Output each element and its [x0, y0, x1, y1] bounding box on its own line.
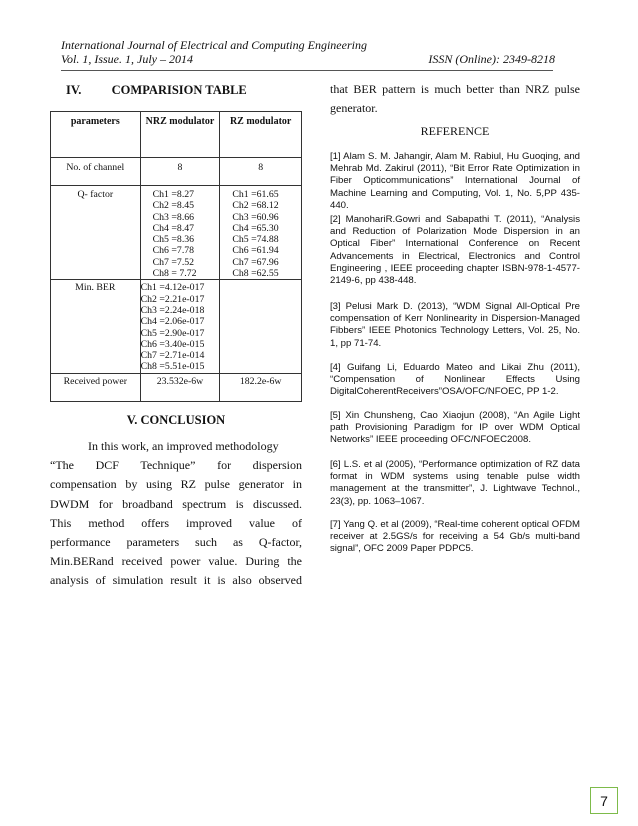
table-header-row — [51, 112, 302, 158]
ber-nrz-value: Ch6 =3.40e-015 — [140, 338, 205, 350]
qfactor-nrz-cell — [140, 186, 220, 280]
reference-item: [6] L.S. et al (2005), “Performance optimization of RZ data format in WDM systems using tenable pulse width management at the transmitter”, J. Lightwave Technol., 23(3), pp. 1063–1067. — [330, 459, 580, 507]
conclusion-line: “The DCF Technique” for dispersion — [50, 458, 302, 473]
reference-item: [1] Alam S. M. Jahangir, Alam M. Rabiul, Hu Guoqing, and Mehrab Md. Zakirul (2011), “Bit Error Rate Optimization in Fiber Opticommunications” International Journal of Machine Learning and Computing, Vol. 1, No. 5,PP 435-440. — [330, 151, 580, 211]
section-v-heading: V. CONCLUSION — [126, 413, 226, 427]
ber-nrz-value: Ch1 =4.12e-017 — [140, 282, 205, 294]
qfactor-rz-value: Ch1 =61.65 — [232, 189, 279, 200]
ber-nrz-cell — [140, 280, 220, 373]
conclusion-continuation — [330, 80, 580, 118]
qfactor-nrz-value: Ch1 =8.27 — [152, 189, 195, 200]
qfactor-nrz-value: Ch3 =8.66 — [152, 211, 195, 223]
page-number: 7 — [590, 787, 618, 814]
qfactor-nrz-value: Ch7 =7.52 — [152, 256, 195, 268]
ber-label: Min. BER — [51, 280, 141, 373]
journal-meta — [61, 52, 555, 66]
table-row-ber — [51, 280, 302, 373]
ber-rz-cell — [220, 280, 302, 373]
power-rz: 182.2e-6w — [220, 373, 302, 401]
channels-rz: 8 — [220, 158, 302, 186]
continuation-line: generator. — [330, 101, 378, 116]
qfactor-rz-value: Ch6 =61.94 — [232, 245, 279, 257]
table-row-power — [51, 373, 302, 401]
qfactor-rz-value: Ch3 =60.96 — [232, 211, 279, 223]
reference-item: [2] ManohariR.Gowri and Sabapathi T. (2011), “Analysis and Reduction of Polarization Mode Dispersion in an Optical Fiber” International Conference on Recent Advancements in Electrical, Electronics and Control Engineering , IEEE proceeding chapter ISBN-978-1-4577-2149-6, pp 438-448. — [330, 214, 580, 287]
qfactor-rz-value: Ch4 =65.30 — [232, 222, 279, 234]
conclusion-line: DWDM for broadband spectrum is discussed. — [50, 496, 302, 511]
table-row-channels — [51, 158, 302, 186]
section-iv-title: COMPARISION TABLE — [111, 83, 247, 97]
ber-nrz-value: Ch4 =2.06e-017 — [140, 316, 205, 328]
power-nrz: 23.532e-6w — [140, 373, 220, 401]
ber-nrz-value: Ch8 =5.51e-015 — [140, 361, 205, 373]
header-rz: RZ modulator — [220, 112, 302, 158]
journal-title: International Journal of Electrical and Computing Engineering — [61, 38, 367, 52]
ber-nrz-value: Ch5 =2.90e-017 — [140, 327, 205, 339]
header-nrz: NRZ modulator — [140, 112, 220, 158]
conclusion-line: analysis of simulation result it is also observed — [50, 573, 302, 588]
reference-item: [5] Xin Chunsheng, Cao Xiaojun (2008), “An Agile Light path Provisioning Paradigm for IP over WDM Optical Networks” IEEE proceeding OFC/NFOEC2008. — [330, 410, 580, 446]
journal-header — [61, 38, 555, 66]
ber-nrz-value: Ch3 =2.24e-018 — [140, 304, 205, 316]
journal-volume: Vol. 1, Issue. 1, July – 2014 — [61, 52, 193, 66]
qfactor-rz-value: Ch2 =68.12 — [232, 200, 279, 212]
power-label: Received power — [51, 373, 141, 401]
reference-heading: REFERENCE — [420, 124, 490, 138]
conclusion-line: This method offers improved value of — [50, 515, 302, 530]
header-divider — [61, 70, 553, 71]
ber-nrz-value: Ch7 =2.71e-014 — [140, 350, 205, 362]
qfactor-rz-value: Ch7 =67.96 — [232, 256, 279, 268]
channels-label: No. of channel — [51, 158, 141, 186]
qfactor-nrz-value: Ch8 = 7.72 — [152, 268, 197, 280]
qfactor-label: Q- factor — [51, 186, 141, 280]
qfactor-nrz-value: Ch5 =8.36 — [152, 234, 195, 246]
qfactor-rz-value: Ch5 =74.88 — [232, 234, 279, 246]
conclusion-paragraph — [50, 437, 302, 591]
ber-nrz-value: Ch2 =2.21e-017 — [140, 293, 205, 305]
conclusion-line: performance parameters such as Q-factor, — [50, 535, 302, 550]
qfactor-rz-cell — [220, 186, 302, 280]
section-iv-number: IV. — [66, 83, 82, 97]
journal-issn: ISSN (Online): 2349-8218 — [428, 52, 555, 66]
continuation-line: that BER pattern is much better than NRZ pulse — [330, 82, 580, 96]
reference-item: [3] Pelusi Mark D. (2013), “WDM Signal All-Optical Pre compensation of Kerr Nonlinearity in Dispersion-Managed Fibbers” IEEE Photonics Technology Letters, Vol. 25, No. 1, pp 71-74. — [330, 301, 580, 349]
section-iv-heading — [66, 83, 247, 98]
conclusion-line: compensation by using RZ pulse generator in — [50, 477, 302, 492]
comparison-table — [50, 111, 302, 402]
channels-nrz: 8 — [140, 158, 220, 186]
conclusion-line: Min.BERand received power value. During the — [50, 554, 302, 569]
qfactor-nrz-value: Ch6 =7.78 — [152, 245, 195, 257]
qfactor-rz-value: Ch8 =62.55 — [232, 268, 279, 280]
header-parameters: parameters — [51, 112, 141, 158]
table-row-qfactor — [51, 186, 302, 280]
reference-item: [7] Yang Q. et al (2009), “Real-time coherent optical OFDM receiver at 2.5GS/s for receiving a 54 Gb/s multi-band signal”, OFC 2009 Paper PDPC5. — [330, 519, 580, 555]
conclusion-line: In this work, an improved methodology — [88, 439, 279, 453]
reference-item: [4] Guifang Li, Eduardo Mateo and Likai Zhu (2011), “Compensation of Nonlinear Effects Using DigitalCoherentReceivers”OSA/OFC/NFOEC, PP 1-2. — [330, 362, 580, 398]
qfactor-nrz-value: Ch2 =8.45 — [152, 200, 195, 212]
qfactor-nrz-value: Ch4 =8.47 — [152, 222, 195, 234]
